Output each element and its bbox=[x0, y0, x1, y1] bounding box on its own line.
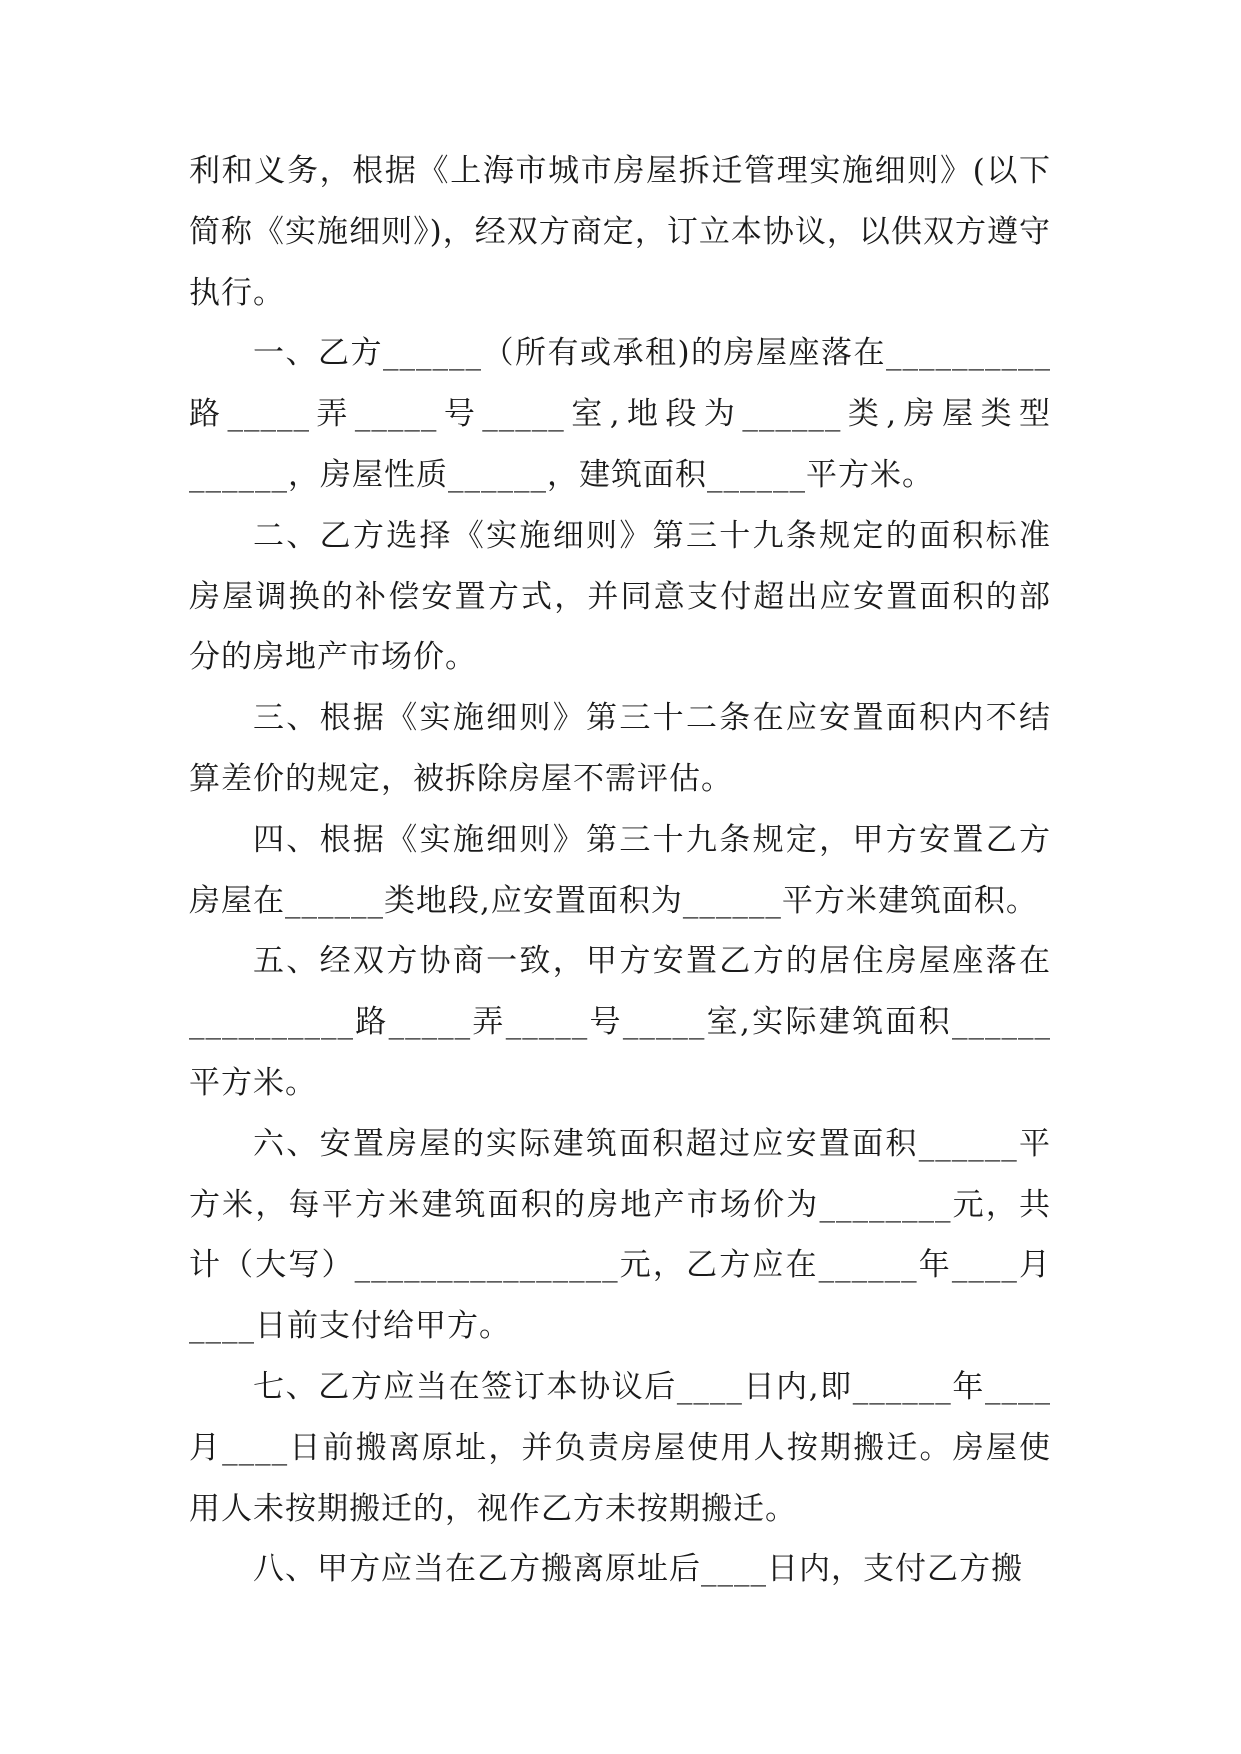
clause-3: 三、根据《实施细则》第三十二条在应安置面积内不结算差价的规定，被拆除房屋不需评估。 bbox=[189, 700, 1051, 797]
clause-5: 五、经双方协商一致，甲方安置乙方的居住房屋座落在__________路_____弄_____号_____室,实际建筑面积______平方米。 bbox=[189, 943, 1051, 1101]
clause-4: 四、根据《实施细则》第三十九条规定，甲方安置乙方房屋在______类地段,应安置面积为______平方米建筑面积。 bbox=[189, 821, 1051, 919]
clause-8: 八、甲方应当在乙方搬离原址后____日内，支付乙方搬 bbox=[253, 1551, 1023, 1588]
clause-7: 七、乙方应当在签订本协议后____日内,即______年____月____日前搬离原址，并负责房屋使用人按期搬迁。房屋使用人未按期搬迁的，视作乙方未按期搬迁。 bbox=[189, 1368, 1051, 1527]
clause-2: 二、乙方选择《实施细则》第三十九条规定的面积标准房屋调换的补偿安置方式，并同意支付超出应安置面积的部分的房地产市场价。 bbox=[189, 517, 1051, 676]
paragraph-continuation: 利和义务，根据《上海市城市房屋拆迁管理实施细则》(以下简称《实施细则》)，经双方商定，订立本协议，以供双方遵守执行。 bbox=[189, 153, 1051, 311]
clause-1: 一、乙方______（所有或承租)的房屋座落在__________路_____弄_____号_____室,地段为______类,房屋类型______，房屋性质______，建筑面积______平方米。 bbox=[189, 335, 1051, 493]
clause-6: 六、安置房屋的实际建筑面积超过应安置面积______平方米，每平方米建筑面积的房地产市场价为________元，共计（大写）________________元，乙方应在______年____月____日前支付给甲方。 bbox=[189, 1125, 1051, 1345]
document-page bbox=[189, 141, 1051, 1600]
